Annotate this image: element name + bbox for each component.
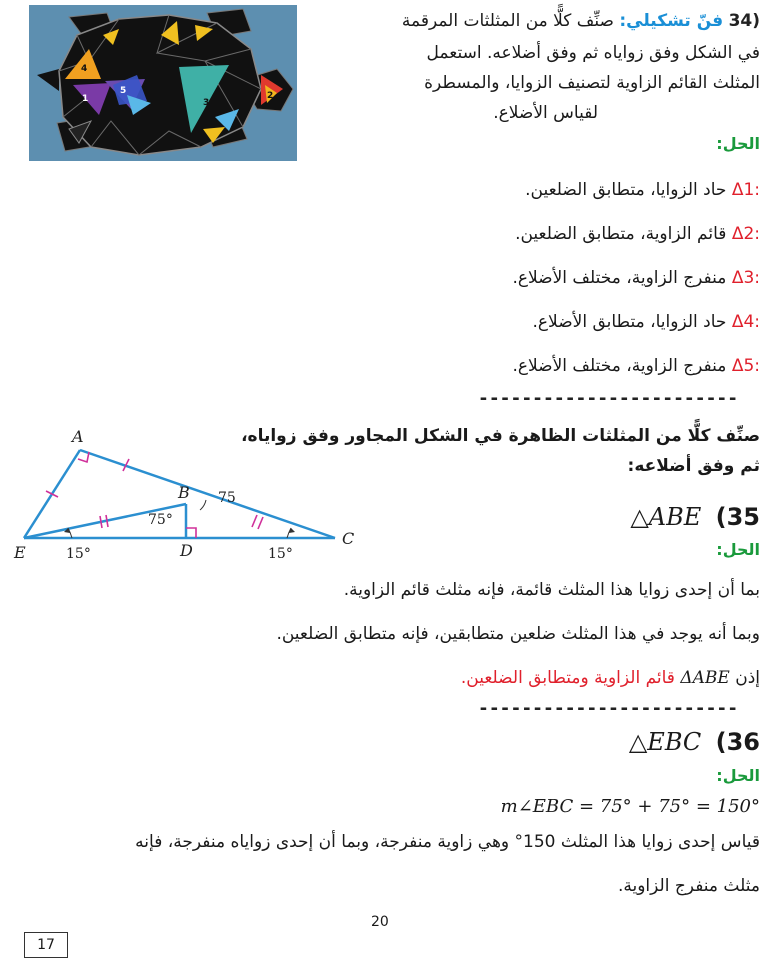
answer-label: Δ5:	[731, 356, 760, 376]
conclusion-text: قائم الزاوية ومتطابق الضلعين.	[460, 668, 675, 688]
turtle-illustration	[29, 5, 297, 161]
point-label-d: D	[180, 541, 193, 560]
angle-label-15-left: 15°	[66, 546, 91, 562]
page-box-number: 17	[37, 937, 55, 953]
problem-35-line-1: بما أن إحدى زوايا هذا المثلث قائمة، فإنه مثلث قائم الزاوية.	[343, 580, 760, 600]
divider-1: ------------------------	[478, 388, 739, 409]
answer-row	[525, 180, 760, 200]
section-intro-line-1: صنِّف كلًّا من المثلثات الظاهرة في الشكل المجاور وفق زواياه،	[241, 426, 760, 446]
section-intro-line-2: ثم وفق أضلاعه:	[627, 456, 760, 476]
answer-text: قائم الزاوية، متطابق الضلعين.	[515, 224, 727, 244]
answer-text: حاد الزوايا، متطابق الأضلاع.	[532, 312, 727, 332]
problem-36-equation: m∠EBC = 75° + 75° = 150°	[500, 796, 760, 817]
turtle-label-4: 4	[81, 64, 88, 74]
page-box	[24, 932, 68, 958]
problem-line-1: صنِّف كلًّا من المثلثات المرقمة	[401, 11, 614, 31]
answer-row	[533, 312, 761, 332]
problem-34-line-4: لقياس الأضلاع.	[493, 103, 598, 123]
problem-35-heading	[630, 503, 760, 531]
answer-label: Δ2:	[731, 224, 760, 244]
answer-text: حاد الزوايا، متطابق الضلعين.	[525, 180, 727, 200]
problem-36-triangle: △EBC	[628, 728, 702, 756]
problem-36-line-2: مثلث منفرج الزاوية.	[617, 876, 760, 896]
answer-row	[515, 224, 760, 244]
solution-label-35: الحل:	[716, 540, 760, 559]
problem-title: فنّ تشكيلي:	[619, 11, 724, 31]
solution-label-34: الحل:	[716, 134, 760, 153]
divider-2: ------------------------	[478, 698, 739, 719]
turtle-label-2: 2	[267, 91, 274, 101]
problem-35-triangle: △ABE	[630, 503, 702, 531]
angle-label-75-inner: 75°	[148, 512, 173, 528]
problem-36-line-1: قياس إحدى زوايا هذا المثلث 150° وهي زاوية منفرجة، وبما أن إحدى زواياه منفرجة، فإنه	[135, 832, 760, 852]
point-label-a: A	[72, 427, 84, 446]
turtle-label-5: 5	[120, 86, 127, 96]
problem-34-header	[300, 6, 760, 36]
answer-label: Δ3:	[731, 268, 760, 288]
turtle-label-3: 3	[203, 98, 210, 108]
answer-text: منفرج الزاوية، مختلف الأضلاع.	[512, 356, 727, 376]
triangle-figure-svg	[12, 424, 360, 570]
problem-number: 34)	[728, 11, 760, 31]
problem-34-line-3: المثلث القائم الزاوية لتصنيف الزوايا، والمسطرة	[424, 73, 760, 93]
angle-label-15-right: 15°	[268, 546, 293, 562]
conclusion-triangle: ΔABE	[680, 668, 730, 688]
conclusion-prefix: إذن	[735, 668, 760, 688]
point-label-e: E	[14, 543, 26, 562]
problem-35-conclusion	[461, 668, 760, 688]
problem-35-number: (35	[715, 503, 760, 531]
turtle-label-1: 1	[82, 94, 89, 104]
answer-row	[512, 268, 760, 288]
point-label-c: C	[342, 529, 355, 548]
problem-35-line-2: وبما أنه يوجد في هذا المثلث ضلعين متطابقين، فإنه متطابق الضلعين.	[276, 624, 760, 644]
angle-label-75-outer: 75	[218, 490, 236, 506]
turtle-drawing	[29, 5, 297, 161]
solution-label-36: الحل:	[716, 766, 760, 785]
triangle-figure	[12, 424, 360, 570]
point-label-b: B	[178, 483, 190, 502]
problem-36-number: (36	[715, 728, 760, 756]
answer-row	[512, 356, 760, 376]
problem-36-heading	[629, 728, 760, 756]
page-number: 20	[371, 914, 389, 930]
answer-text: منفرج الزاوية، مختلف الأضلاع.	[512, 268, 727, 288]
answer-label: Δ4:	[731, 312, 760, 332]
problem-34-line-2: في الشكل وفق زواياه ثم وفق أضلاعه. استعمل	[426, 43, 760, 63]
answer-label: Δ1:	[731, 180, 760, 200]
